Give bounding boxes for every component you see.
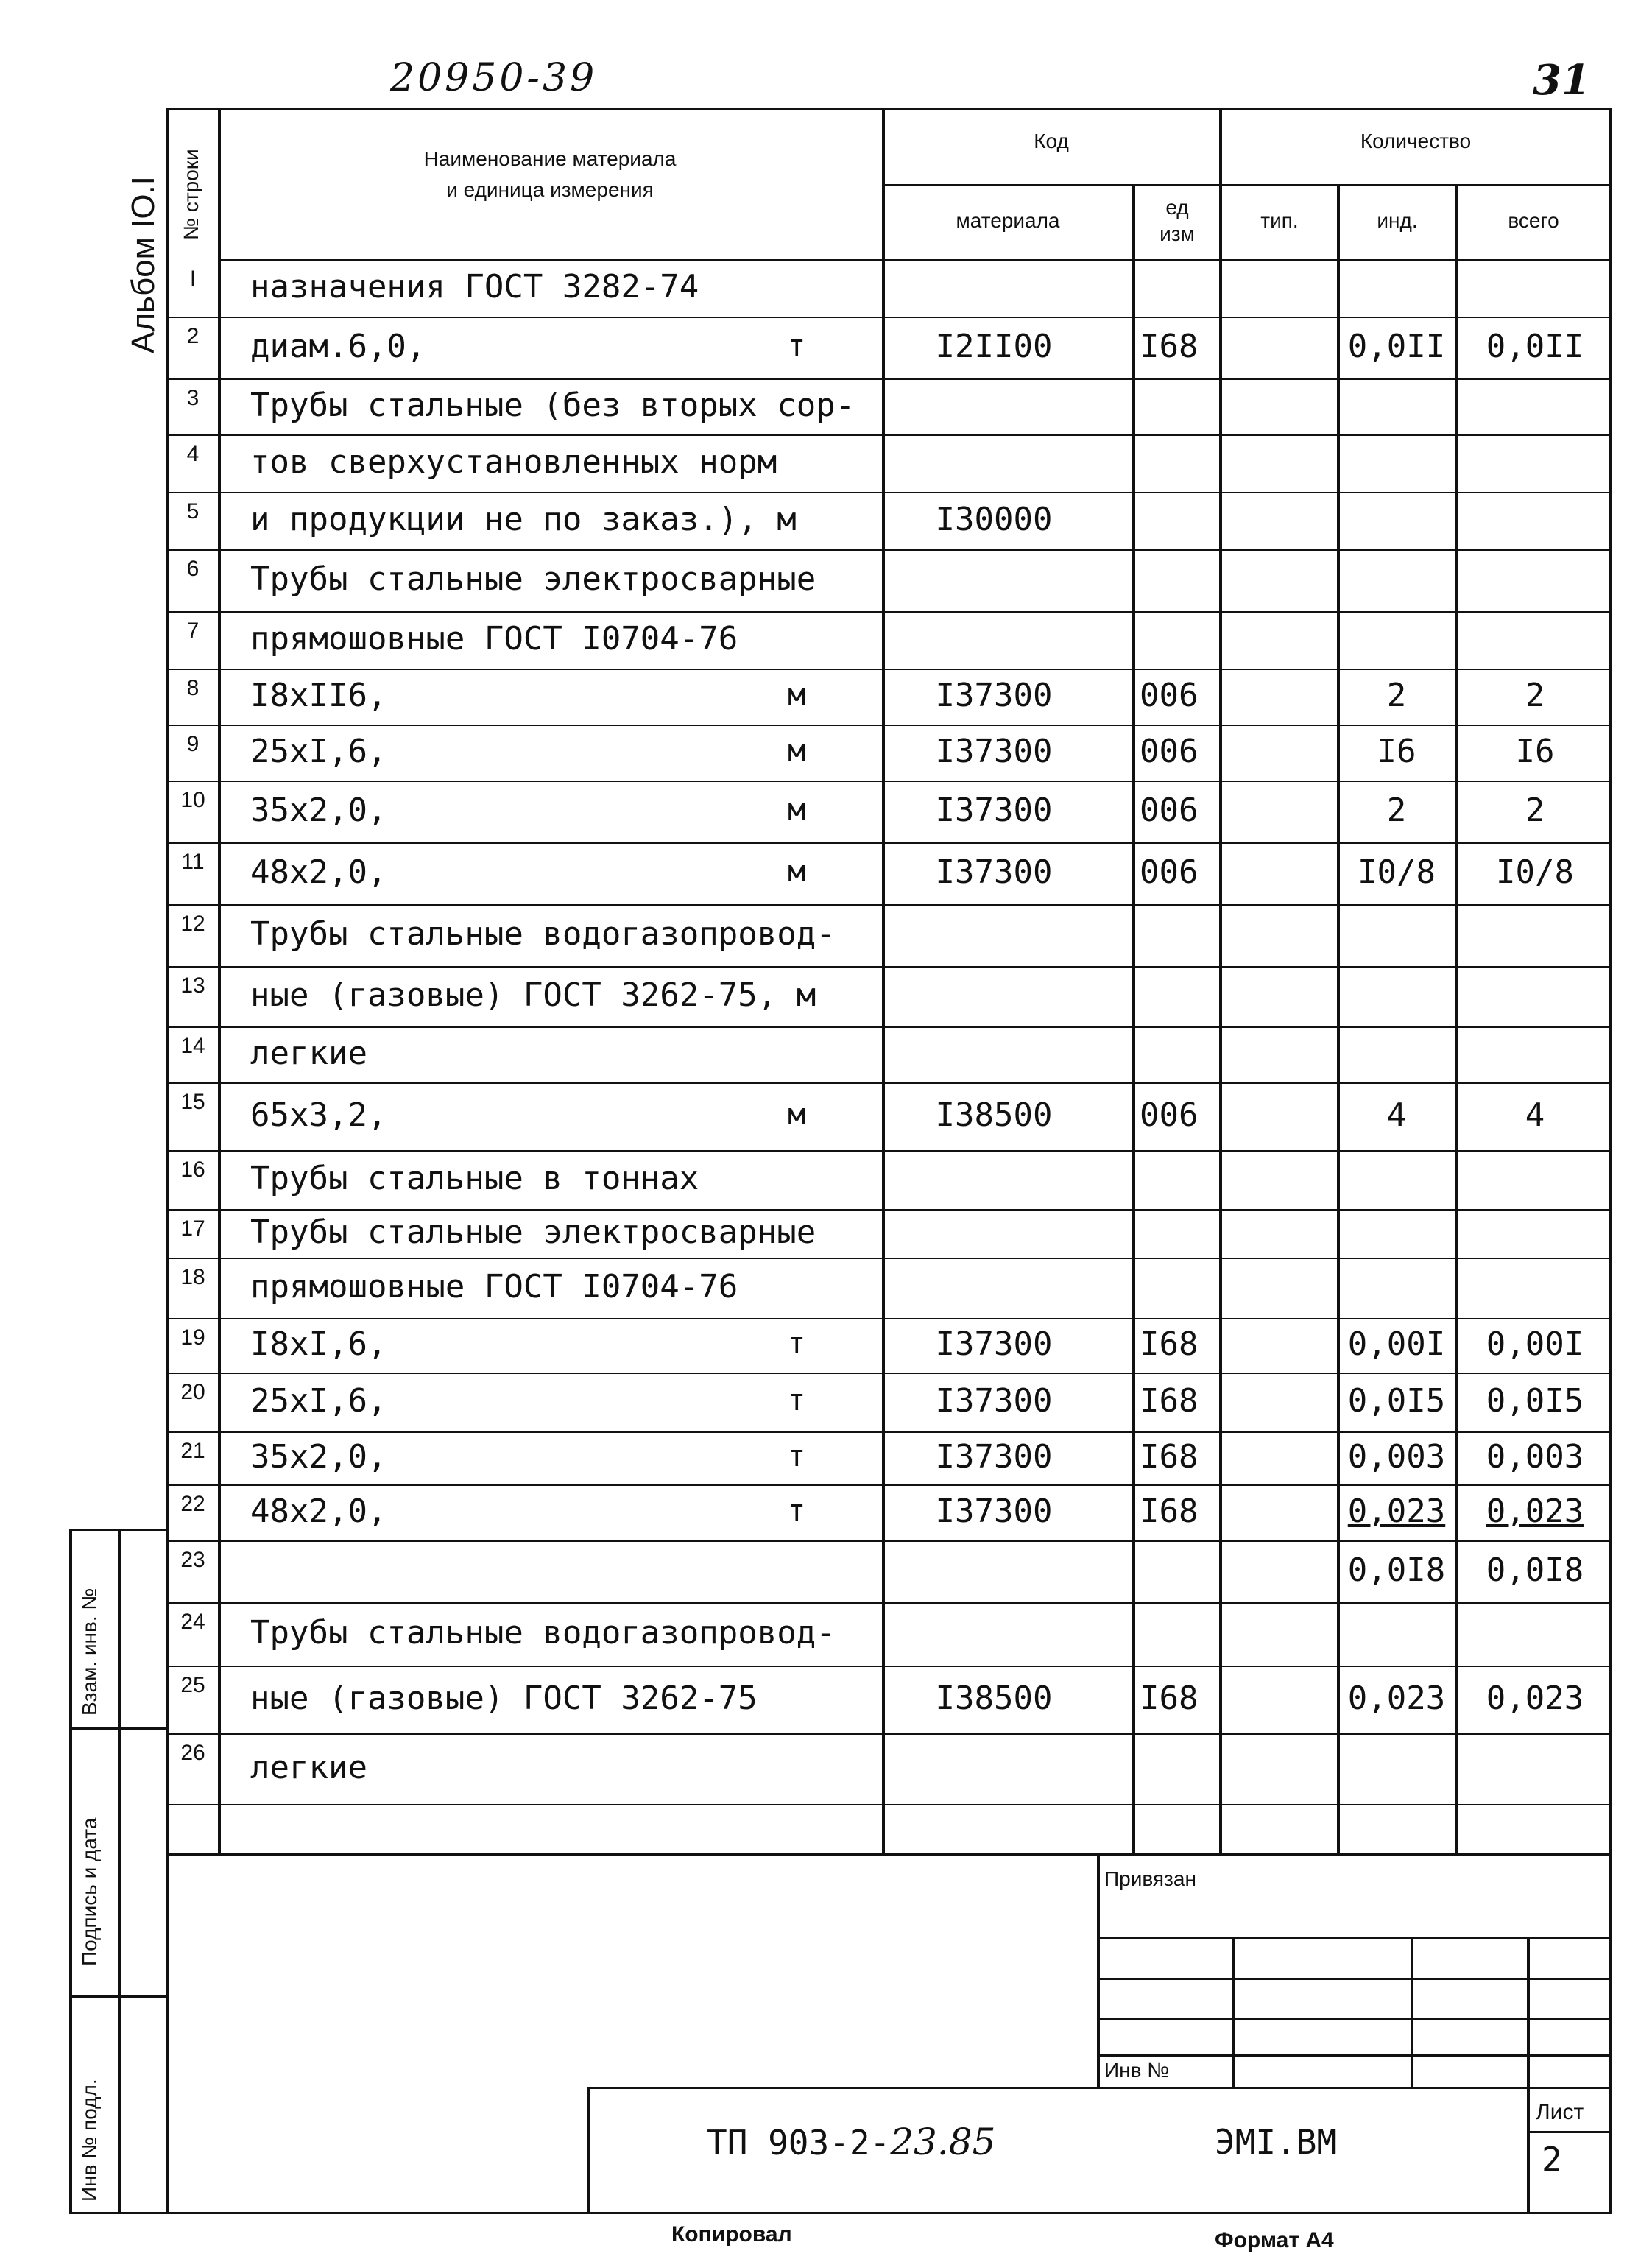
row-number: 20: [180, 1380, 205, 1404]
header-quantity: Количество: [1360, 130, 1472, 152]
stamp-sheet-value: 2: [1542, 2140, 1562, 2180]
unit-of-measure: т: [788, 1327, 806, 1361]
qty-total: 0,0II: [1486, 328, 1584, 365]
row-divider: [166, 1082, 1611, 1084]
row-number: 12: [180, 912, 205, 936]
qty-total: 2: [1525, 792, 1545, 829]
material-code: I37300: [935, 733, 1053, 770]
stamp-privyazan: Привязан: [1104, 1867, 1196, 1890]
material-name: I8xI,6,: [250, 1325, 387, 1363]
material-name: Трубы стальные в тоннах: [250, 1160, 699, 1197]
row-number: 6: [186, 557, 200, 581]
row-divider: [166, 1733, 1611, 1735]
row-divider: [166, 1431, 1611, 1433]
row-divider: [166, 611, 1611, 613]
row-number: 3: [186, 386, 200, 410]
stamp-mark: ЭМI.ВМ: [1215, 2122, 1338, 2162]
row-number: 14: [180, 1034, 205, 1058]
qty-total: 0,0I5: [1486, 1382, 1584, 1420]
material-name: легкие: [250, 1035, 367, 1072]
material-name: 35x2,0,: [250, 1438, 387, 1476]
side-label-vzam: Взам. инв. №: [78, 1588, 101, 1716]
qty-total: 0,023: [1486, 1680, 1584, 1717]
row-number: 25: [180, 1673, 205, 1697]
row-number: 13: [180, 973, 205, 998]
row-number: 22: [180, 1492, 205, 1516]
album-label: Альбом IO.I: [125, 176, 161, 353]
material-name: ные (газовые) ГОСТ 3262-75: [250, 1680, 758, 1717]
row-divider: [166, 1150, 1611, 1152]
row-number: 18: [180, 1265, 205, 1289]
row-divider: [166, 1540, 1611, 1542]
row-divider: [166, 1373, 1611, 1374]
unit-code: 006: [1140, 677, 1199, 714]
row-number: I: [189, 267, 197, 291]
header-qty-typ: тип.: [1260, 209, 1299, 232]
unit-of-measure: м: [788, 1098, 806, 1132]
qty-total: 2: [1525, 677, 1545, 714]
unit-of-measure: т: [788, 1440, 806, 1473]
material-code: I37300: [935, 792, 1053, 829]
side-label-inv-podl: Инв № подл.: [78, 2079, 101, 2202]
unit-code: I68: [1140, 1680, 1199, 1717]
qty-individual: 0,0I8: [1347, 1551, 1446, 1589]
material-name: I8xII6,: [250, 677, 387, 714]
material-code: I37300: [935, 1325, 1053, 1363]
unit-of-measure: т: [788, 329, 806, 363]
row-divider: [166, 1209, 1611, 1211]
qty-total: I0/8: [1496, 853, 1574, 891]
row-divider: [166, 1804, 1611, 1805]
unit-code: I68: [1140, 1325, 1199, 1363]
row-divider: [166, 904, 1611, 906]
row-number: 26: [180, 1741, 205, 1765]
row-divider: [166, 549, 1611, 551]
qty-total: 0,023: [1486, 1493, 1584, 1530]
material-name: Трубы стальные электросварные: [250, 1213, 816, 1251]
material-name: 35x2,0,: [250, 792, 387, 829]
material-name: 48x2,0,: [250, 1493, 387, 1530]
unit-code: I68: [1140, 328, 1199, 365]
material-code: I37300: [935, 1438, 1053, 1476]
row-divider: [166, 1258, 1611, 1259]
qty-individual: 0,0II: [1347, 328, 1446, 365]
material-name: прямошовные ГОСТ I0704-76: [250, 1268, 738, 1306]
header-code-material: материала: [956, 209, 1060, 232]
qty-individual: I0/8: [1358, 853, 1436, 891]
unit-code: 006: [1140, 792, 1199, 829]
qty-individual: 4: [1386, 1096, 1407, 1134]
stamp-doc-code-hand: 23.85: [890, 2121, 996, 2163]
row-number: 23: [180, 1548, 205, 1572]
row-divider: [166, 317, 1611, 318]
unit-of-measure: м: [788, 734, 806, 768]
header-code-unit-2: изм: [1159, 222, 1195, 245]
row-number: 15: [180, 1090, 205, 1114]
row-divider: [166, 1666, 1611, 1667]
unit-code: 006: [1140, 1096, 1199, 1134]
material-code: I37300: [935, 853, 1053, 891]
stamp-doc-code-print: ТП 903-2-: [707, 2123, 891, 2163]
unit-code: I68: [1140, 1382, 1199, 1420]
material-code: I30000: [935, 501, 1053, 538]
stamp-inv-no: Инв №: [1104, 2059, 1170, 2082]
material-name: и продукции не по заказ.), м: [250, 501, 797, 538]
header-name-line1: Наименование материала: [423, 147, 677, 170]
qty-individual: 0,003: [1347, 1438, 1446, 1476]
row-number: 5: [186, 499, 200, 524]
row-divider: [166, 1026, 1611, 1028]
qty-individual: 2: [1386, 677, 1407, 714]
qty-individual: 0,0I5: [1347, 1382, 1446, 1420]
row-number: 19: [180, 1325, 205, 1350]
row-divider: [166, 1484, 1611, 1486]
row-number: 17: [180, 1216, 205, 1241]
material-code: I37300: [935, 1382, 1053, 1420]
row-number: 4: [186, 442, 200, 466]
material-code: I37300: [935, 1493, 1053, 1530]
footer-format: Формат А4: [1215, 2228, 1334, 2252]
footer-copied: Копировал: [671, 2222, 792, 2247]
header-qty-ind: инд.: [1377, 209, 1418, 232]
material-name: прямошовные ГОСТ I0704-76: [250, 620, 738, 658]
row-divider: [166, 1602, 1611, 1604]
header-code: Код: [1034, 130, 1069, 152]
unit-of-measure: м: [788, 855, 806, 889]
material-name: 65x3,2,: [250, 1096, 387, 1134]
row-number: 2: [186, 324, 200, 348]
unit-of-measure: м: [788, 678, 806, 712]
qty-individual: 2: [1386, 792, 1407, 829]
material-name: легкие: [250, 1749, 367, 1786]
row-divider: [166, 378, 1611, 380]
unit-code: 006: [1140, 733, 1199, 770]
row-divider: [166, 725, 1611, 726]
header-name-line2: и единица измерения: [446, 178, 654, 201]
row-divider: [166, 669, 1611, 670]
qty-total: 0,003: [1486, 1438, 1584, 1476]
row-divider: [166, 1318, 1611, 1320]
page-number: 31: [1533, 56, 1590, 105]
qty-individual: I6: [1377, 733, 1416, 770]
unit-code: I68: [1140, 1493, 1199, 1530]
qty-total: 0,00I: [1486, 1325, 1584, 1363]
row-divider: [166, 842, 1611, 844]
stamp-sheet-label: Лист: [1536, 2100, 1584, 2124]
unit-of-measure: т: [788, 1384, 806, 1417]
material-code: I38500: [935, 1096, 1053, 1134]
material-code: I2II00: [935, 328, 1053, 365]
material-name: Трубы стальные электросварные: [250, 560, 816, 598]
row-divider: [166, 434, 1611, 436]
qty-total: 4: [1525, 1096, 1545, 1134]
unit-of-measure: м: [788, 793, 806, 827]
row-divider: [166, 492, 1611, 493]
material-name: назначения ГОСТ 3282-74: [250, 268, 699, 306]
document-number: 20950-39: [390, 56, 598, 100]
material-code: I38500: [935, 1680, 1053, 1717]
row-number: 10: [180, 788, 205, 812]
unit-code: I68: [1140, 1438, 1199, 1476]
qty-individual: 0,023: [1347, 1493, 1446, 1530]
header-qty-total: всего: [1508, 209, 1559, 232]
unit-of-measure: т: [788, 1494, 806, 1528]
material-name: 25xI,6,: [250, 733, 387, 770]
header-code-unit-1: ед: [1165, 196, 1189, 219]
unit-code: 006: [1140, 853, 1199, 891]
row-number: 11: [181, 850, 205, 874]
material-name: ные (газовые) ГОСТ 3262-75, м: [250, 976, 816, 1014]
material-code: I37300: [935, 677, 1053, 714]
side-label-podpis: Подпись и дата: [78, 1817, 101, 1966]
material-name: Трубы стальные водогазопровод-: [250, 915, 836, 953]
material-name: Трубы стальные (без вторых сор-: [250, 387, 855, 424]
qty-individual: 0,023: [1347, 1680, 1446, 1717]
row-number: 24: [180, 1610, 205, 1634]
qty-individual: 0,00I: [1347, 1325, 1446, 1363]
header-row-no: № строки: [180, 149, 202, 240]
material-name: диам.6,0,: [250, 328, 426, 365]
material-name: 48x2,0,: [250, 853, 387, 891]
row-number: 8: [186, 676, 200, 700]
material-name: Трубы стальные водогазопровод-: [250, 1614, 836, 1652]
material-name: тов сверхустановленных норм: [250, 443, 777, 481]
row-divider: [166, 781, 1611, 782]
qty-total: 0,0I8: [1486, 1551, 1584, 1589]
row-number: 21: [180, 1439, 205, 1463]
row-divider: [166, 966, 1611, 968]
qty-total: I6: [1515, 733, 1555, 770]
row-number: 7: [186, 619, 200, 643]
material-name: 25xI,6,: [250, 1382, 387, 1420]
row-number: 16: [180, 1158, 205, 1182]
row-number: 9: [186, 732, 200, 756]
stamp-doc-code: [707, 2121, 995, 2163]
